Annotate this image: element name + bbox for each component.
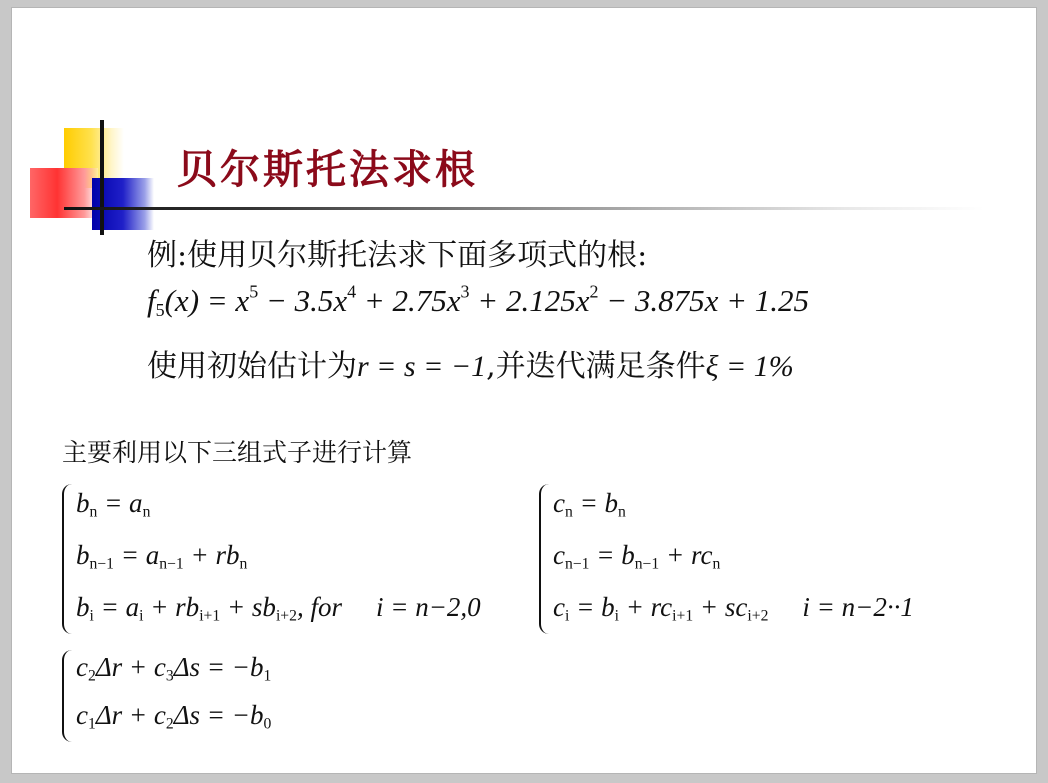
decor-red-square bbox=[30, 168, 98, 218]
slide bbox=[12, 8, 1036, 773]
equation-c-n: $c_n = b_n$ bbox=[553, 488, 626, 521]
system-b bbox=[62, 480, 532, 640]
brace-c bbox=[539, 484, 553, 634]
equation-delta-1: $c_2\Delta r + c_3\Delta s = -b_1$ bbox=[76, 652, 272, 685]
method-note: 主要利用以下三组式子进行计算 bbox=[62, 438, 413, 467]
equation-c-i: $c_i = b_i + rc_{i+1} + sc_{i+2}$ i = n−2··1 bbox=[553, 592, 914, 625]
slide-title: 贝尔斯托法求根 bbox=[177, 146, 478, 193]
system-delta bbox=[62, 646, 322, 746]
system-c bbox=[539, 480, 1019, 640]
initial-estimate-text: 使用初始估计为r = s = −1,并迭代满足条件ξ = 1% bbox=[147, 349, 794, 384]
intro-text: 例:使用贝尔斯托法求下面多项式的根: bbox=[147, 238, 648, 273]
decor-vertical-line bbox=[100, 120, 104, 235]
brace-b bbox=[62, 484, 76, 634]
equation-delta-2: $c_1\Delta r + c_2\Delta s = -b_0$ bbox=[76, 700, 272, 733]
equation-b-i: $b_i = a_i + rb_{i+1} + sb_{i+2}$, for i = n−2,0 bbox=[76, 592, 481, 625]
polynomial-equation: $f_5(x) = x^5 - 3.5x^4 + 2.75x^3 + 2.125x^2 - 3.875x + 1.25$ bbox=[147, 281, 810, 321]
decor-horizontal-rule bbox=[64, 207, 984, 210]
equation-b-n-1: $b_{n-1} = a_{n-1} + rb_n$ bbox=[76, 540, 248, 573]
brace-delta bbox=[62, 650, 76, 742]
equation-c-n-1: $c_{n-1} = b_{n-1} + rc_n$ bbox=[553, 540, 721, 573]
equation-b-n: $b_n = a_n$ bbox=[76, 488, 151, 521]
